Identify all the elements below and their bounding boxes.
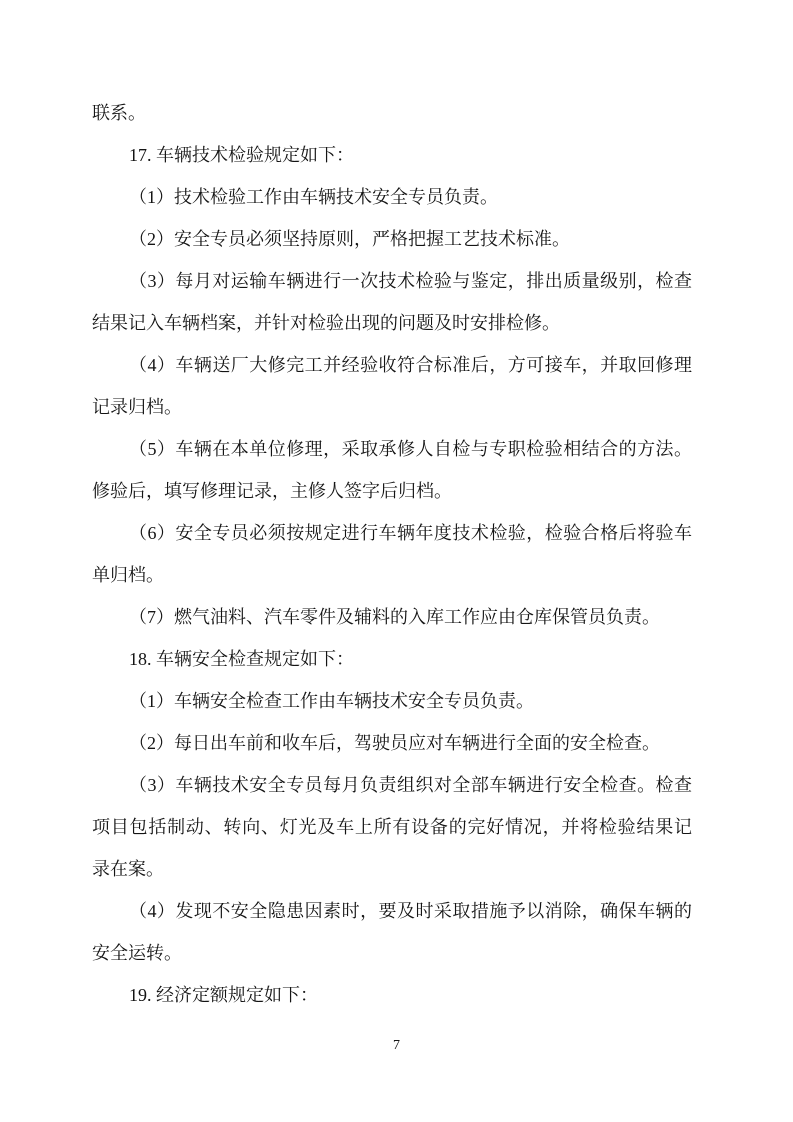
text-line: （5）车辆在本单位修理，采取承修人自检与专职检验相结合的方法。 xyxy=(129,439,692,459)
text-line: 项目包括制动、转向、灯光及车上所有设备的完好情况，并将检验结果记 xyxy=(92,817,692,837)
text-line: （7）燃气油料、汽车零件及辅料的入库工作应由仓库保管员负责。 xyxy=(129,607,660,627)
document-body xyxy=(92,92,692,1016)
text-line: （3）车辆技术安全专员每月负责组织对全部车辆进行安全检查。检查 xyxy=(129,775,692,795)
text-line: 单归档。 xyxy=(92,565,164,585)
text-line-heading-17: 17. 车辆技术检验规定如下： xyxy=(129,145,354,165)
text-line: （1）技术检验工作由车辆技术安全专员负责。 xyxy=(129,187,498,207)
text-line: 安全运转。 xyxy=(92,943,182,963)
text-line-heading-18: 18. 车辆安全检查规定如下： xyxy=(129,649,354,669)
text-line: （4）发现不安全隐患因素时，要及时采取措施予以消除，确保车辆的 xyxy=(129,901,692,921)
text-line: 结果记入车辆档案，并针对检验出现的问题及时安排检修。 xyxy=(92,313,560,333)
text-line: 录在案。 xyxy=(92,859,164,879)
text-line: 修验后，填写修理记录，主修人签字后归档。 xyxy=(92,481,452,501)
text-line: （4）车辆送厂大修完工并经验收符合标准后，方可接车，并取回修理 xyxy=(129,355,692,375)
text-line: （6）安全专员必须按规定进行车辆年度技术检验，检验合格后将验车 xyxy=(129,523,692,543)
text-line: 记录归档。 xyxy=(92,397,182,417)
text-line: 联系。 xyxy=(92,103,146,123)
text-line: （2）每日出车前和收车后，驾驶员应对车辆进行全面的安全检查。 xyxy=(129,733,660,753)
text-line: （2）安全专员必须坚持原则，严格把握工艺技术标准。 xyxy=(129,229,570,249)
text-line: （3）每月对运输车辆进行一次技术检验与鉴定，排出质量级别，检查 xyxy=(129,271,692,291)
page-number: 7 xyxy=(393,1038,400,1053)
text-line-heading-19: 19. 经济定额规定如下： xyxy=(129,985,318,1005)
text-line: （1）车辆安全检查工作由车辆技术安全专员负责。 xyxy=(129,691,534,711)
